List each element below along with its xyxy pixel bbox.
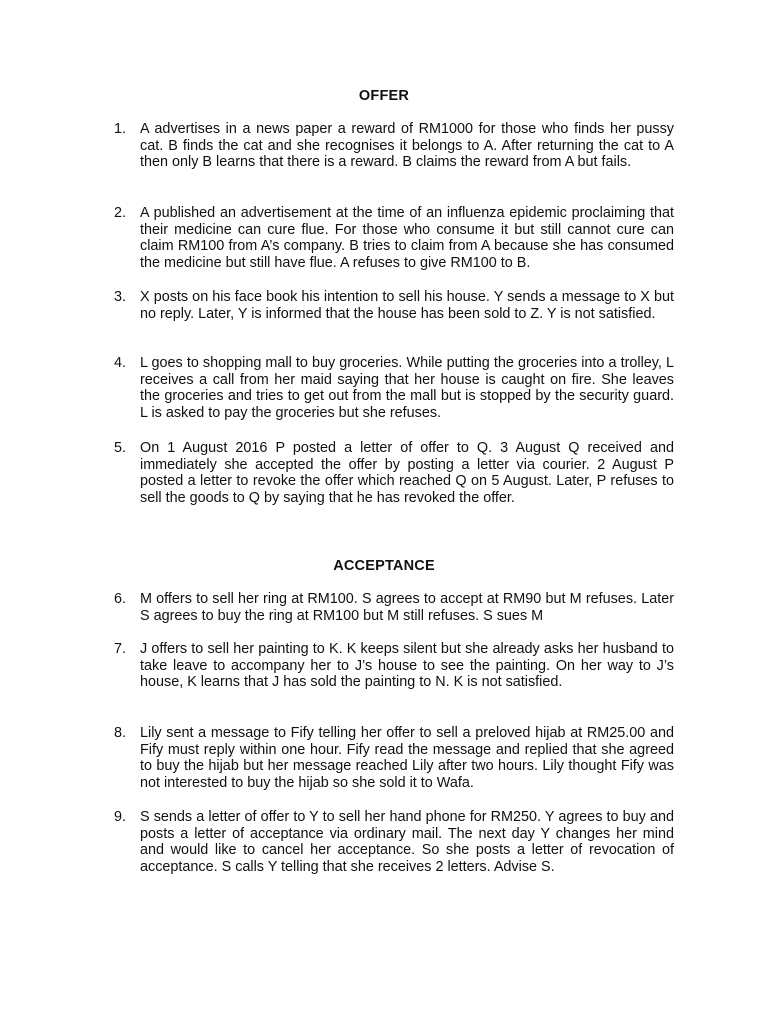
- item-text: Lily sent a message to Fify telling her offer to sell a preloved hijab at RM25.00 and Fify must reply within one hour. Fify read the message and replied that she agreed to buy the hijab but her message reached Lily after two hours. Lily thought Fify was not interested to buy the hijab so she sold it to Wafa.: [140, 725, 674, 791]
- item-text: A published an advertisement at the time of an influenza epidemic proclaiming that their medicine can cure flue. For those who consume it but still cannot cure can claim RM100 from A’s company. B tries to claim from A because she has consumed the medicine but still have flue. A refuses to give RM100 to B.: [140, 205, 674, 271]
- item-text: J offers to sell her painting to K. K keeps silent but she already asks her husband to take leave to accompany her to J’s house to see the painting. On her way to J’s house, K learns that J has sold the painting to N. K is not satisfied.: [140, 641, 674, 691]
- item-text: M offers to sell her ring at RM100. S agrees to accept at RM90 but M refuses. Later S agrees to buy the ring at RM100 but M still refuses. S sues M: [140, 591, 674, 624]
- list-item: [114, 205, 674, 271]
- list-item: [114, 591, 674, 624]
- item-text: S sends a letter of offer to Y to sell her hand phone for RM250. Y agrees to buy and posts a letter of acceptance via ordinary mail. The next day Y changes her mind and would like to cancel her acceptance. So she posts a letter of revocation of acceptance. S calls Y telling that she receives 2 letters. Advise S.: [140, 809, 674, 875]
- list-item: [114, 641, 674, 691]
- list-item: [114, 440, 674, 506]
- item-text: X posts on his face book his intention to sell his house. Y sends a message to X but no reply. Later, Y is informed that the house has been sold to Z. Y is not satisfied.: [140, 289, 674, 322]
- item-number: 4.: [114, 355, 127, 371]
- item-text: L goes to shopping mall to buy groceries. While putting the groceries into a trolley, L receives a call from her maid saying that her house is caught on fire. She leaves the groceries and tries to get out from the mall but is stopped by the security guard. L is asked to pay the groceries but she refuses.: [140, 355, 674, 421]
- item-number: 3.: [114, 289, 127, 305]
- list-item: [114, 809, 674, 875]
- item-text: On 1 August 2016 P posted a letter of offer to Q. 3 August Q received and immediately she accepted the offer by posting a letter via courier. 2 August P posted a letter to revoke the offer which reached Q on 5 August. Later, P refuses to sell the goods to Q by saying that he has revoked the offer.: [140, 440, 674, 506]
- item-number: 7.: [114, 641, 127, 657]
- list-item: [114, 289, 674, 322]
- item-number: 2.: [114, 205, 127, 221]
- list-item: [114, 355, 674, 421]
- list-item: [114, 725, 674, 791]
- section-heading-acceptance: ACCEPTANCE: [333, 558, 435, 574]
- item-number: 5.: [114, 440, 127, 456]
- item-number: 8.: [114, 725, 127, 741]
- item-number: 1.: [114, 121, 127, 137]
- list-item: [114, 121, 674, 171]
- item-text: A advertises in a news paper a reward of RM1000 for those who finds her pussy cat. B finds the cat and she recognises it belongs to A. After returning the cat to A then only B learns that there is a reward. B claims the reward from A but fails.: [140, 121, 674, 171]
- item-number: 9.: [114, 809, 127, 825]
- section-heading-offer: OFFER: [358, 88, 410, 104]
- item-number: 6.: [114, 591, 127, 607]
